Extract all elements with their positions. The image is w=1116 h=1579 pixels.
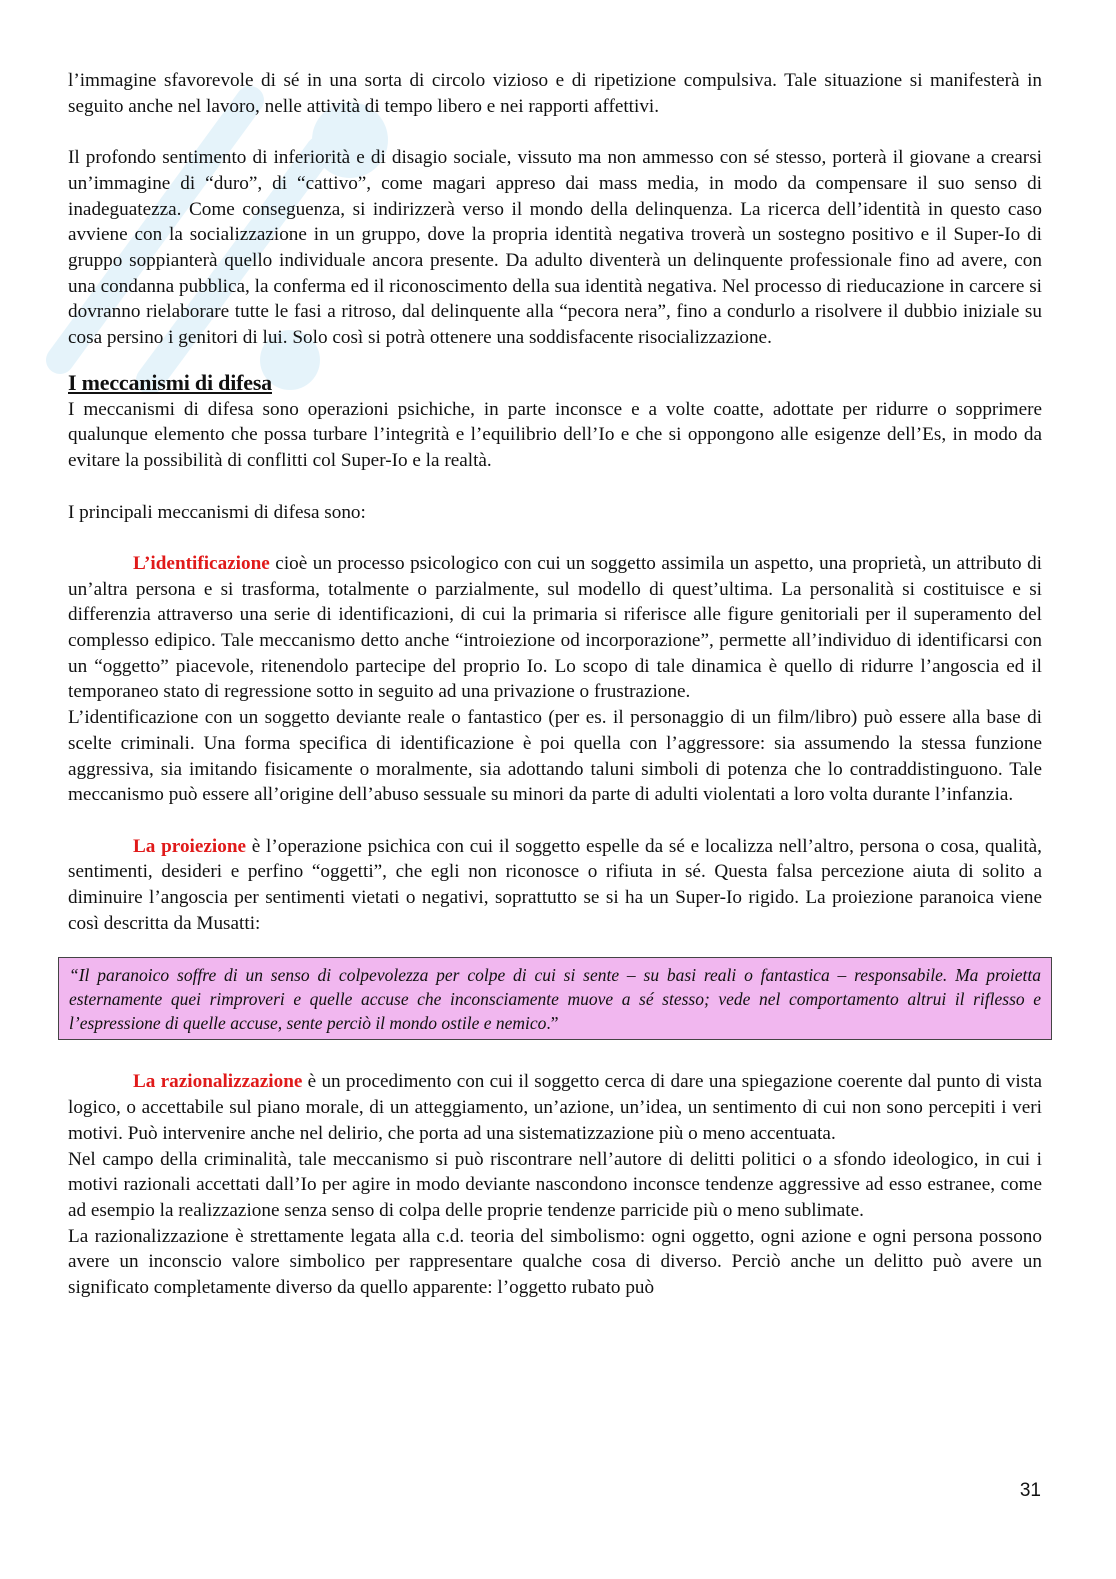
spacer	[68, 936, 1042, 957]
paragraph-razionalizzazione	[68, 1069, 1042, 1146]
term-identificazione: L’identificazione	[133, 552, 270, 574]
paragraph-proiezione	[68, 834, 1042, 937]
quote-open: “	[69, 965, 79, 986]
page-number: 31	[1019, 1480, 1041, 1501]
term-proiezione: La proiezione	[133, 835, 247, 857]
quote-close: .”	[546, 1013, 559, 1034]
document-body	[68, 68, 1042, 1301]
spacer	[68, 474, 1042, 500]
paragraph-principali: I principali meccanismi di difesa sono:	[68, 501, 366, 523]
term-razionalizzazione: La razionalizzazione	[133, 1071, 303, 1093]
proiezione-text: è l’operazione psichica con cui il soggetto espelle da sé e localizza nell’altro, persona o cosa, qualità, sentimenti, desideri e perfino “oggetti”, che egli non riconosce o rifiuta in sé. Questa falsa percezione aiuta di solito a diminuire l’angoscia per sentimenti vietati o negativi, soprattutto se si ha un Super-Io rigido. La proiezione paranoica viene così descritta da Musatti:	[68, 835, 1042, 934]
paragraph-inferiorita: Il profondo sentimento di inferiorità e di disagio sociale, vissuto ma non ammesso con sé stesso, porterà il giovane a crearsi un’immagine di “duro”, di “cattivo”, come magari appreso dai mass media, in modo da compensare il suo senso di inadeguatezza. Come conseguenza, si indirizzerà verso il mondo della delinquenza. La ricerca dell’identità in questo caso avviene con la socializzazione in un gruppo, dove la propria identità negativa troverà un sostegno positivo e il Super-Io di gruppo soppianterà quello individuale ancora presente. Da adulto diventerà un delinquente professionale fino ad avere, con una condanna pubblica, la conferma ed il riconoscimento della sua identità negativa. Nel processo di rieducazione in carcere si dovranno rielaborare tutte le fasi a ritroso, dal delinquente alla “pecora nera”, fino a condurlo a risolvere il dubbio iniziale su cosa persino i genitori di lui. Solo così si potrà ottenere una soddisfacente risocializzazione.	[68, 147, 1042, 349]
spacer	[68, 119, 1042, 145]
spacer	[68, 808, 1042, 834]
quote-musatti	[58, 957, 1052, 1040]
paragraph-circolo-vizioso: l’immagine sfavorevole di sé in una sorta di circolo vizioso e di ripetizione compulsiva. Tale situazione si manifesterà in seguito anche nel lavoro, nelle attività di tempo libero e nei rapporti affettivi.	[68, 70, 1042, 117]
paragraph-definizione: I meccanismi di difesa sono operazioni psichiche, in parte inconsce e a volte coatte, adottate per ridurre o sopprimere qualunque elemento che possa turbare l’integrità e l’equilibrio dell’Io e che si oppongono alle esigenze dell’Es, in modo da evitare la possibilità di conflitti col Super-Io e la realtà.	[68, 398, 1042, 472]
spacer	[68, 1040, 1042, 1069]
spacer	[68, 351, 1042, 369]
paragraph-identificazione	[68, 551, 1042, 705]
identificazione-text: cioè un processo psicologico con cui un soggetto assimila un aspetto, una proprietà, un attributo di un’altra persona e si trasforma, totalmente o parzialmente, sul modello di quest’ultima. La personalità si costituisce e si differenzia attraverso una serie di identificazioni, di cui la primaria si riferisce alle figure genitoriali per il superamento del complesso edipico. Tale meccanismo detto anche “introiezione od incorporazione”, permette all’individuo di identificarsi con un “oggetto” piacevole, ritenendolo partecipe del proprio Io. Lo scopo di tale dinamica è quello di ridurre l’angoscia ed il temporaneo stato di regressione sotto in seguito ad una privazione o frustrazione.	[68, 552, 1042, 703]
quote-text: Il paranoico soffre di un senso di colpevolezza per colpe di cui si sente – su basi reali o fantastica – responsabile. Ma proietta esternamente quei rimproveri e quelle accuse che inconsciamente muove a sé stesso; vede nel comportamento altrui il riflesso e l’espressione di quelle accuse, sente perciò il mondo ostile e nemico	[69, 965, 1041, 1034]
paragraph-identificazione-deviante: L’identificazione con un soggetto deviante reale o fantastico (per es. il personaggio di un film/libro) può essere alla base di scelte criminali. Una forma specifica di identificazione è poi quella con l’aggressore: sia assumendo la stessa funzione aggressiva, sia imitando fisicamente o moralmente, sia adottando taluni simboli di potenza che lo contraddistinguono. Tale meccanismo può essere all’origine dell’abuso sessuale su minori da parte di adulti violentati a loro volta durante l’infanzia.	[68, 707, 1042, 806]
razionalizzazione-text: è un procedimento con cui il soggetto cerca di dare una spiegazione coerente dal punto di vista logico, o accettabile sul piano morale, di un atteggiamento, un’azione, un’idea, un sentimento di cui non sono percepiti i veri motivi. Può intervenire anche nel delirio, che porta ad una sistematizzazione più o meno accentuata.	[68, 1071, 1043, 1144]
section-heading: I meccanismi di difesa	[68, 369, 272, 395]
paragraph-simbolismo: La razionalizzazione è strettamente legata alla c.d. teoria del simbolismo: ogni oggetto, ogni azione e ogni persona possono avere un inconscio valore simbolico per rappresentare qualche cosa di diverso. Perciò anche un delitto può avere un significato completamente diverso da quello apparente: l’oggetto rubato può	[68, 1225, 1042, 1299]
paragraph-criminalita: Nel campo della criminalità, tale meccanismo si può riscontrare nell’autore di delitti politici o a sfondo ideologico, in cui i motivi razionali accettati dall’Io per agire in modo deviante nascondono inconsce tendenze aggressive ad esso estranee, come ad esempio la realizzazione senza senso di colpa delle proprie tendenze parricide più o meno sublimate.	[68, 1148, 1042, 1221]
spacer	[68, 525, 1042, 551]
